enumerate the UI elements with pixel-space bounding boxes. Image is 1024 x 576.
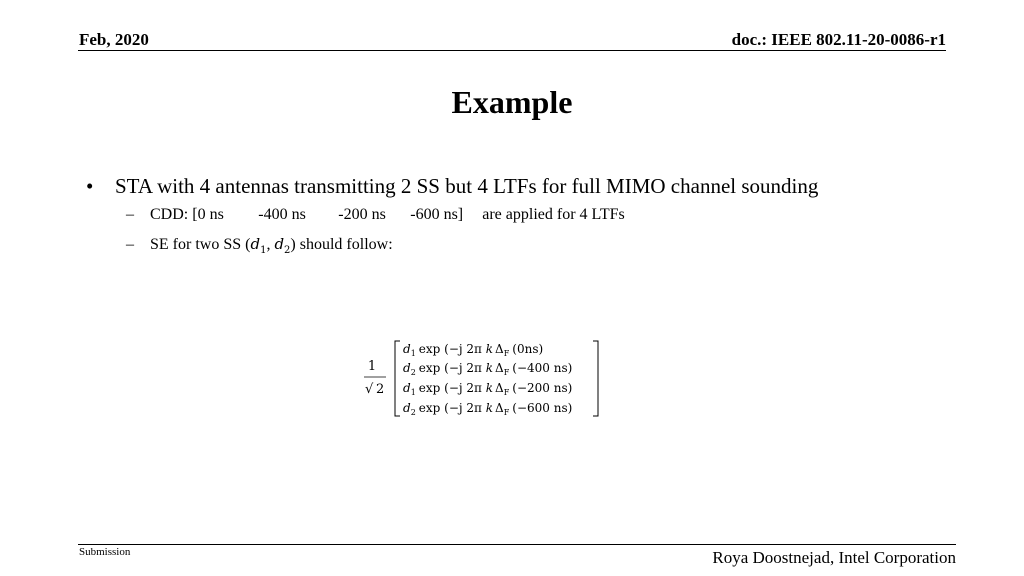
header-date: Feb, 2020 <box>79 30 149 49</box>
cdd-value: -600 ns] <box>410 206 464 223</box>
dash-icon: – <box>126 206 134 223</box>
spatial-expansion-equation <box>362 337 612 419</box>
sub-bullet-se <box>126 235 393 256</box>
se-suffix: ) should follow: <box>290 236 393 253</box>
header-doc-id: doc.: IEEE 802.11-20-0086-r1 <box>731 30 946 49</box>
matrix-row: $d_1$ exp (−j 2π k $\Delta_F$ (−200 ns) <box>403 381 573 397</box>
matrix-row: $d_1$ exp (−j 2π k $\Delta_F$ (0ns) <box>403 342 544 358</box>
stream-var-2: $d_2$ <box>274 235 291 256</box>
cdd-prefix: CDD: <box>150 206 193 223</box>
footer-divider <box>78 544 956 545</box>
matrix-row: $d_2$ exp (−j 2π k $\Delta_F$ (−400 ns) <box>403 361 573 377</box>
stream-var-1: $d_1$ <box>250 235 267 256</box>
cdd-value: -200 ns <box>338 206 386 223</box>
header-divider <box>78 50 946 51</box>
dash-icon: – <box>126 236 134 253</box>
sub-bullet-cdd <box>126 206 625 224</box>
slide-title: Example <box>451 84 573 120</box>
sqrt-symbol-icon: √ <box>365 382 374 397</box>
var-comma: , <box>266 236 275 253</box>
cdd-suffix: are applied for 4 LTFs <box>482 206 625 223</box>
scale-denominator: 2 <box>376 382 385 397</box>
cdd-value: -400 ns <box>258 206 306 223</box>
right-bracket-icon <box>593 341 598 416</box>
scale-numerator: 1 <box>367 359 377 374</box>
se-prefix: SE for two SS ( <box>150 236 251 253</box>
bullet-dot-icon: • <box>86 174 94 198</box>
matrix-row: $d_2$ exp (−j 2π k $\Delta_F$ (−600 ns) <box>403 401 573 417</box>
left-bracket-icon <box>395 341 400 416</box>
cdd-value: [0 ns <box>192 206 224 223</box>
bullet-item <box>86 174 819 199</box>
bullet-text: STA with 4 antennas transmitting 2 SS but 4 LTFs for full MIMO channel sounding <box>115 174 819 198</box>
footer-submission: Submission <box>79 546 131 558</box>
footer-author: Roya Doostnejad, Intel Corporation <box>712 548 956 567</box>
